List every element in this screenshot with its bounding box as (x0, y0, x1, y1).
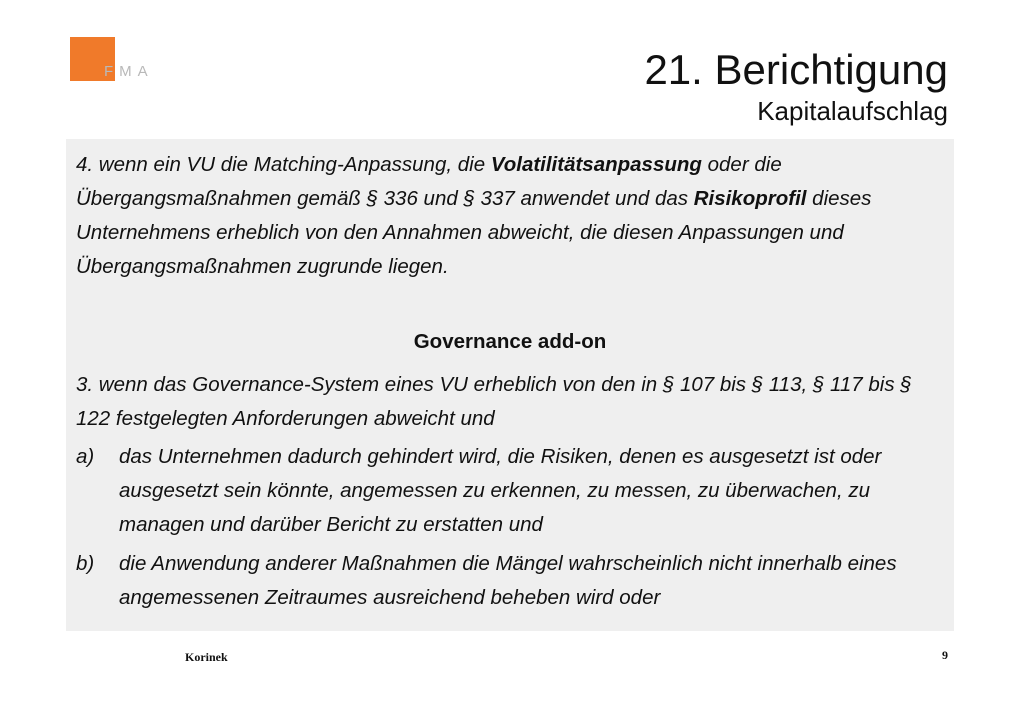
list-item-text: das Unternehmen dadurch gehindert wird, die Risiken, denen es ausgesetzt ist oder ausgesetzt sein könnte, angemessen zu erkennen, zu messen, zu überwachen, zu managen und darüber Bericht zu erstatten und (119, 445, 882, 536)
paragraph-4-bold-volatility: Volatilitätsanpassung (490, 153, 702, 176)
slide-title: 21. Berichtigung (644, 46, 948, 93)
paragraph-4-bold-risk-profile: Risikoprofil (693, 187, 807, 210)
paragraph-4-prefix: 4. wenn ein VU die Matching-Anpassung, die (76, 153, 491, 176)
page-number: 9 (942, 648, 948, 662)
paragraph-4-suffix: dieses Unternehmens erheblich von den Annahmen abweicht, die diesen Anpassungen und Übergangsmaßnahmen zugrunde liegen. (76, 187, 872, 278)
footer-author: Korinek (185, 650, 228, 664)
paragraph-3: 3. wenn das Governance-System eines VU erheblich von den in § 107 bis § 113, § 117 bis § 122 festgelegten Anforderungen abweicht und (76, 373, 912, 430)
logo-text: FMA (104, 63, 154, 80)
paragraph-4-middle: oder die Übergangsmaßnahmen gemäß § 336 und § 337 anwendet und das (76, 153, 782, 210)
list-item-text: die Anwendung anderer Maßnahmen die Mängel wahrscheinlich nicht innerhalb eines angemessenen Zeitraumes ausreichend beheben wird oder (119, 552, 897, 609)
list-item-marker: a) (76, 445, 95, 468)
paragraph-4 (76, 148, 946, 284)
slide-subtitle: Kapitalaufschlag (757, 96, 948, 126)
fma-logo (70, 37, 160, 81)
section-heading: Governance add-on (413, 330, 607, 353)
content-panel (66, 139, 954, 631)
list-item-marker: b) (76, 552, 95, 575)
